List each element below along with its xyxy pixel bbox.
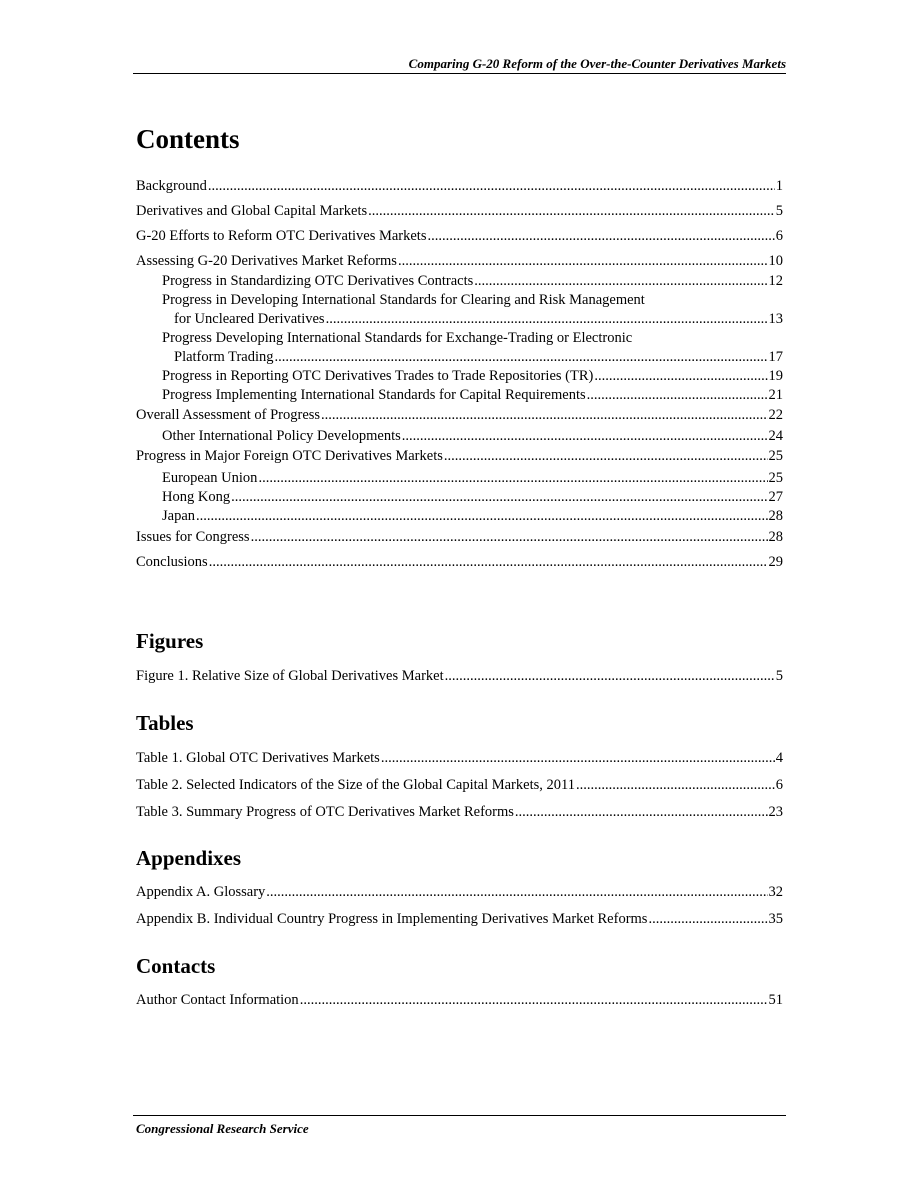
- toc-entry-page: 21: [768, 387, 783, 403]
- toc-entry-page: 4: [775, 750, 783, 766]
- toc-entry-page: 25: [768, 470, 783, 486]
- toc-entry-title: Table 2. Selected Indicators of the Size of the Global Capital Markets, 2011: [136, 777, 575, 793]
- toc-entry-title: G-20 Efforts to Reform OTC Derivatives Markets: [136, 228, 427, 244]
- toc-entry-page: 13: [768, 311, 783, 327]
- dot-leader: [208, 177, 775, 196]
- footer-rule: [133, 1115, 786, 1116]
- toc-entry-title: Figure 1. Relative Size of Global Derivatives Market: [136, 668, 444, 684]
- toc-entry-title-line1: Progress Developing International Standards for Exchange-Trading or Electronic: [162, 330, 633, 346]
- header-rule: [133, 73, 786, 74]
- toc-entry-title: Table 1. Global OTC Derivatives Markets: [136, 750, 380, 766]
- toc-subentry[interactable]: [136, 272, 783, 291]
- dot-leader: [648, 910, 767, 929]
- appendix-entry[interactable]: [136, 910, 783, 929]
- toc-entry-page: 6: [775, 228, 783, 244]
- toc-entry-page: 28: [768, 508, 783, 524]
- toc-entry-page: 17: [768, 349, 783, 365]
- dot-leader: [275, 348, 768, 367]
- dot-leader: [251, 528, 768, 547]
- toc-entry-title: European Union: [162, 470, 258, 486]
- appendixes-heading: Appendixes: [136, 846, 242, 870]
- toc-entry-page: 19: [768, 368, 783, 384]
- toc-entry[interactable]: [136, 252, 783, 271]
- dot-leader: [196, 507, 767, 526]
- toc-subentry[interactable]: [136, 469, 783, 488]
- toc-entry-title: Derivatives and Global Capital Markets: [136, 203, 368, 219]
- toc-subentry[interactable]: [136, 507, 783, 526]
- toc-entry-page: 35: [768, 911, 783, 927]
- dot-leader: [209, 553, 768, 572]
- toc-entry-page: 27: [768, 489, 783, 505]
- toc-entry-title: Overall Assessment of Progress: [136, 407, 321, 423]
- toc-subentry[interactable]: [136, 291, 783, 329]
- toc-entry[interactable]: [136, 553, 783, 572]
- toc-entry-page: 24: [768, 428, 783, 444]
- toc-entry-page: 25: [768, 448, 783, 464]
- toc-entry-page: 6: [775, 777, 783, 793]
- toc-entry-title: Hong Kong: [162, 489, 231, 505]
- dot-leader: [402, 427, 768, 446]
- toc-entry-title: Conclusions: [136, 554, 208, 570]
- figures-list: [136, 667, 783, 686]
- toc-entry-title: Author Contact Information: [136, 992, 299, 1008]
- dot-leader: [515, 803, 768, 822]
- dot-leader: [258, 469, 767, 488]
- toc-entry-title: Background: [136, 178, 207, 194]
- toc-entry-title: Appendix A. Glossary: [136, 884, 266, 900]
- tables-list: [136, 749, 783, 822]
- toc-entry-title: Japan: [162, 508, 196, 524]
- toc-entry[interactable]: [136, 177, 783, 196]
- dot-leader: [326, 310, 768, 329]
- toc-entry[interactable]: [136, 202, 783, 221]
- dot-leader: [474, 272, 767, 291]
- dot-leader: [398, 252, 768, 271]
- dot-leader: [368, 202, 775, 221]
- running-footer: Congressional Research Service: [136, 1121, 309, 1136]
- contents-list: [136, 177, 783, 572]
- toc-entry-page: 5: [775, 668, 783, 684]
- toc-entry[interactable]: [136, 406, 783, 425]
- dot-leader: [576, 776, 775, 795]
- toc-entry-page: 22: [768, 407, 783, 423]
- toc-entry-title: Assessing G-20 Derivatives Market Reforms: [136, 253, 397, 269]
- contents-heading: Contents: [136, 124, 240, 154]
- toc-entry[interactable]: [136, 447, 783, 466]
- contacts-list: [136, 991, 783, 1010]
- toc-entry-title: Table 3. Summary Progress of OTC Derivatives Market Reforms: [136, 804, 514, 820]
- dot-leader: [300, 991, 768, 1010]
- toc-subentry[interactable]: [136, 427, 783, 446]
- table-entry[interactable]: [136, 749, 783, 768]
- appendix-entry[interactable]: [136, 883, 783, 902]
- toc-entry-page: 12: [768, 273, 783, 289]
- toc-entry-page: 5: [775, 203, 783, 219]
- toc-subentry[interactable]: [136, 488, 783, 507]
- table-entry[interactable]: [136, 776, 783, 795]
- dot-leader: [266, 883, 767, 902]
- toc-entry-page: 10: [768, 253, 783, 269]
- dot-leader: [427, 227, 774, 246]
- appendixes-list: [136, 883, 783, 929]
- toc-entry-title: Progress Implementing International Standards for Capital Requirements: [162, 387, 586, 403]
- running-header: Comparing G-20 Reform of the Over-the-Counter Derivatives Markets: [408, 56, 786, 71]
- dot-leader: [321, 406, 767, 425]
- contact-entry[interactable]: [136, 991, 783, 1010]
- toc-entry-page: 23: [768, 804, 783, 820]
- toc-subentry[interactable]: [136, 329, 783, 367]
- figure-entry[interactable]: [136, 667, 783, 686]
- toc-entry-title: Platform Trading: [174, 349, 274, 365]
- toc-entry-title: Issues for Congress: [136, 529, 250, 545]
- toc-entry-title: Progress in Standardizing OTC Derivatives Contracts: [162, 273, 474, 289]
- dot-leader: [594, 367, 767, 386]
- toc-subentry[interactable]: [136, 386, 783, 405]
- dot-leader: [231, 488, 767, 507]
- dot-leader: [445, 667, 775, 686]
- dot-leader: [587, 386, 768, 405]
- dot-leader: [444, 447, 768, 466]
- toc-entry-title: for Uncleared Derivatives: [174, 311, 325, 327]
- toc-entry-title-line1: Progress in Developing International Standards for Clearing and Risk Management: [162, 292, 645, 308]
- toc-entry-page: 51: [768, 992, 783, 1008]
- toc-entry-title: Other International Policy Developments: [162, 428, 401, 444]
- tables-heading: Tables: [136, 711, 194, 735]
- figures-heading: Figures: [136, 629, 204, 653]
- dot-leader: [381, 749, 775, 768]
- toc-entry-title: Appendix B. Individual Country Progress in Implementing Derivatives Market Reforms: [136, 911, 648, 927]
- contacts-heading: Contacts: [136, 954, 216, 978]
- toc-entry-page: 29: [768, 554, 783, 570]
- toc-entry-page: 32: [768, 884, 783, 900]
- toc-entry[interactable]: [136, 528, 783, 547]
- table-entry[interactable]: [136, 803, 783, 822]
- toc-entry-page: 28: [768, 529, 783, 545]
- toc-subentry[interactable]: [136, 367, 783, 386]
- toc-entry[interactable]: [136, 227, 783, 246]
- toc-entry-title: Progress in Major Foreign OTC Derivatives Markets: [136, 448, 443, 464]
- toc-entry-page: 1: [775, 178, 783, 194]
- toc-entry-title: Progress in Reporting OTC Derivatives Trades to Trade Repositories (TR): [162, 368, 594, 384]
